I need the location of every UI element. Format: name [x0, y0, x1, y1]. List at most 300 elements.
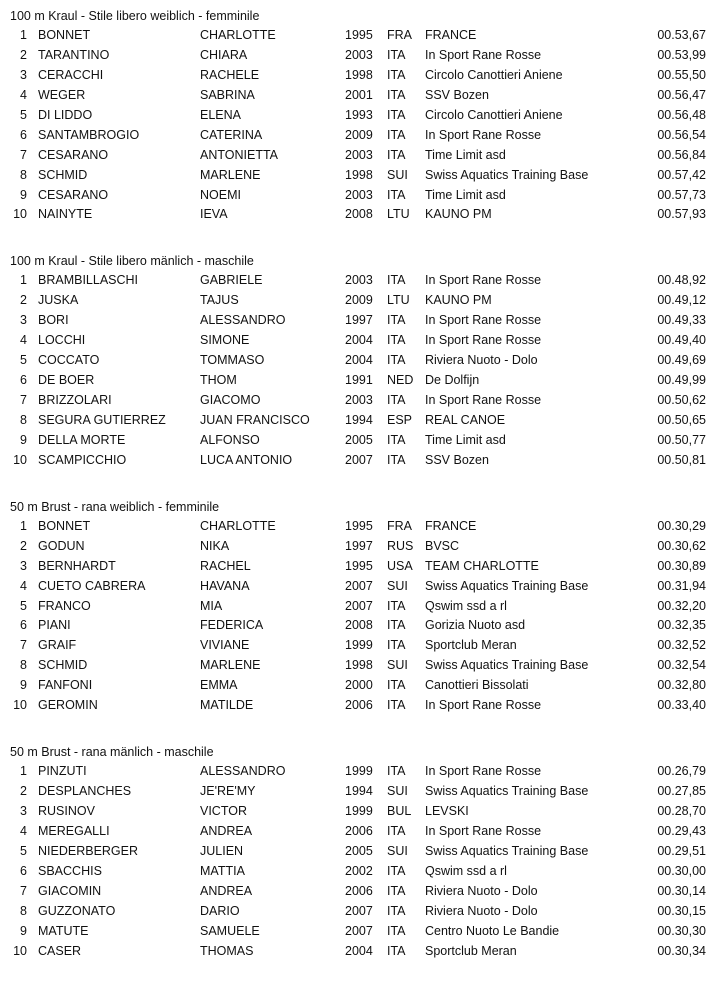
club-cell: TEAM CHARLOTTE	[425, 558, 539, 573]
time-cell: 00.49,33	[657, 313, 706, 328]
rank-cell: 5	[20, 353, 27, 368]
nation-cell: ITA	[387, 638, 406, 653]
time-cell: 00.32,52	[657, 638, 706, 653]
surname-cell: FANFONI	[38, 678, 93, 693]
surname-cell: DESPLANCHES	[38, 784, 132, 799]
birth-year-cell: 2003	[345, 393, 373, 407]
club-cell: Sportclub Meran	[425, 943, 517, 958]
birth-year-cell: 1995	[345, 28, 373, 42]
club-cell: FRANCE	[425, 518, 477, 533]
club-cell: SSV Bozen	[425, 87, 489, 102]
birth-year-cell: 2004	[345, 353, 373, 368]
nation-cell: ESP	[387, 412, 413, 427]
results-section	[0, 6, 724, 225]
rank-cell: 5	[20, 107, 27, 122]
time-cell: 00.33,40	[657, 698, 706, 713]
surname-cell: SCAMPICCHIO	[38, 452, 127, 467]
rank-cell: 7	[20, 393, 27, 407]
nation-cell: ITA	[387, 943, 406, 958]
firstname-cell: NIKA	[200, 538, 230, 553]
nation-cell: NED	[387, 373, 414, 388]
firstname-cell: ANDREA	[200, 883, 253, 898]
firstname-cell: CHIARA	[200, 47, 248, 62]
surname-cell: DELLA MORTE	[38, 432, 126, 447]
surname-cell: GODUN	[38, 538, 85, 553]
firstname-cell: TAJUS	[200, 293, 239, 308]
firstname-cell: GIACOMO	[200, 393, 261, 407]
time-cell: 00.56,84	[657, 147, 706, 162]
time-cell: 00.50,77	[657, 432, 706, 447]
club-cell: De Dolfijn	[425, 373, 480, 388]
birth-year-cell: 2003	[345, 187, 373, 202]
club-cell: In Sport Rane Rosse	[425, 393, 542, 407]
birth-year-cell: 2007	[345, 452, 373, 467]
rank-cell: 9	[20, 678, 27, 693]
rank-cell: 8	[20, 412, 27, 427]
result-row	[0, 862, 724, 882]
rank-cell: 4	[20, 333, 27, 348]
birth-year-cell: 2008	[345, 618, 373, 633]
surname-cell: CERACCHI	[38, 67, 104, 82]
nation-cell: ITA	[387, 313, 406, 328]
time-cell: 00.32,54	[657, 658, 706, 673]
result-row	[0, 922, 724, 942]
time-cell: 00.57,42	[657, 167, 706, 182]
surname-cell: SCHMID	[38, 167, 88, 182]
birth-year-cell: 2000	[345, 678, 373, 693]
nation-cell: ITA	[387, 273, 406, 288]
surname-cell: SEGURA GUTIERREZ	[38, 412, 166, 427]
firstname-cell: NOEMI	[200, 187, 241, 202]
time-cell: 00.29,51	[657, 843, 706, 858]
results-document	[0, 6, 724, 988]
rank-cell: 4	[20, 87, 27, 102]
nation-cell: ITA	[387, 903, 406, 918]
club-cell: Swiss Aquatics Training Base	[425, 784, 589, 799]
surname-cell: BRIZZOLARI	[38, 393, 112, 407]
club-cell: Riviera Nuoto - Dolo	[425, 353, 538, 368]
result-row	[0, 66, 724, 86]
club-cell: Centro Nuoto Le Bandie	[425, 923, 560, 938]
firstname-cell: ALESSANDRO	[200, 764, 286, 779]
birth-year-cell: 1993	[345, 107, 373, 122]
surname-cell: JUSKA	[38, 293, 79, 308]
club-cell: Sportclub Meran	[425, 638, 517, 653]
firstname-cell: FEDERICA	[200, 618, 264, 633]
birth-year-cell: 2002	[345, 863, 373, 878]
birth-year-cell: 1994	[345, 784, 373, 799]
club-cell: Time Limit asd	[425, 187, 506, 202]
birth-year-cell: 2007	[345, 598, 373, 613]
result-row	[0, 391, 724, 411]
result-row	[0, 331, 724, 351]
result-row	[0, 517, 724, 537]
time-cell: 00.50,62	[657, 393, 706, 407]
rank-cell: 9	[20, 432, 27, 447]
birth-year-cell: 2007	[345, 578, 373, 593]
club-cell: Time Limit asd	[425, 147, 506, 162]
surname-cell: CESARANO	[38, 187, 109, 202]
birth-year-cell: 2006	[345, 823, 373, 838]
rank-cell: 2	[20, 47, 27, 62]
time-cell: 00.53,99	[657, 47, 706, 62]
results-section	[0, 497, 724, 716]
result-row	[0, 696, 724, 716]
firstname-cell: CHARLOTTE	[200, 28, 276, 42]
surname-cell: MEREGALLI	[38, 823, 110, 838]
firstname-cell: VIVIANE	[200, 638, 250, 653]
nation-cell: ITA	[387, 698, 406, 713]
birth-year-cell: 1999	[345, 764, 373, 779]
surname-cell: BONNET	[38, 518, 91, 533]
rank-cell: 6	[20, 373, 27, 388]
result-row	[0, 942, 724, 962]
rank-cell: 8	[20, 658, 27, 673]
birth-year-cell: 1995	[345, 518, 373, 533]
birth-year-cell: 2006	[345, 883, 373, 898]
birth-year-cell: 2009	[345, 293, 373, 308]
birth-year-cell: 2008	[345, 207, 373, 222]
nation-cell: ITA	[387, 353, 406, 368]
rank-cell: 6	[20, 863, 27, 878]
result-row	[0, 186, 724, 206]
result-row	[0, 46, 724, 66]
result-row	[0, 822, 724, 842]
time-cell: 00.49,40	[657, 333, 706, 348]
birth-year-cell: 2007	[345, 903, 373, 918]
time-cell: 00.32,80	[657, 678, 706, 693]
nation-cell: ITA	[387, 47, 406, 62]
club-cell: Circolo Canottieri Aniene	[425, 107, 563, 122]
birth-year-cell: 2004	[345, 943, 373, 958]
result-row	[0, 762, 724, 782]
time-cell: 00.57,93	[657, 207, 706, 222]
rank-cell: 2	[20, 538, 27, 553]
nation-cell: LTU	[387, 207, 410, 222]
nation-cell: ITA	[387, 452, 406, 467]
nation-cell: ITA	[387, 863, 406, 878]
rank-cell: 2	[20, 784, 27, 799]
result-row	[0, 842, 724, 862]
rank-cell: 10	[13, 943, 27, 958]
time-cell: 00.56,54	[657, 127, 706, 142]
club-cell: In Sport Rane Rosse	[425, 764, 542, 779]
firstname-cell: MATTIA	[200, 863, 245, 878]
firstname-cell: ANDREA	[200, 823, 253, 838]
nation-cell: ITA	[387, 923, 406, 938]
firstname-cell: SAMUELE	[200, 923, 260, 938]
surname-cell: GUZZONATO	[38, 903, 116, 918]
firstname-cell: ANTONIETTA	[200, 147, 279, 162]
result-row	[0, 636, 724, 656]
result-row	[0, 676, 724, 696]
result-row	[0, 291, 724, 311]
rank-cell: 8	[20, 167, 27, 182]
surname-cell: CUETO CABRERA	[38, 578, 146, 593]
surname-cell: DE BOER	[38, 373, 95, 388]
surname-cell: CASER	[38, 943, 82, 958]
surname-cell: COCCATO	[38, 353, 100, 368]
time-cell: 00.30,00	[657, 863, 706, 878]
firstname-cell: ELENA	[200, 107, 241, 122]
firstname-cell: SABRINA	[200, 87, 255, 102]
firstname-cell: DARIO	[200, 903, 240, 918]
result-row	[0, 597, 724, 617]
time-cell: 00.30,15	[657, 903, 706, 918]
rank-cell: 5	[20, 598, 27, 613]
surname-cell: WEGER	[38, 87, 86, 102]
surname-cell: GIACOMIN	[38, 883, 102, 898]
surname-cell: BRAMBILLASCHI	[38, 273, 139, 288]
birth-year-cell: 1997	[345, 538, 373, 553]
rank-cell: 7	[20, 883, 27, 898]
time-cell: 00.27,85	[657, 784, 706, 799]
birth-year-cell: 1999	[345, 804, 373, 818]
result-row	[0, 146, 724, 166]
firstname-cell: EMMA	[200, 678, 238, 693]
result-row	[0, 166, 724, 186]
club-cell: BVSC	[425, 538, 460, 553]
nation-cell: ITA	[387, 883, 406, 898]
event-title: 100 m Kraul - Stile libero mänlich - maschile	[10, 254, 254, 269]
birth-year-cell: 1998	[345, 167, 373, 182]
birth-year-cell: 2001	[345, 87, 373, 102]
club-cell: SSV Bozen	[425, 452, 489, 467]
result-row	[0, 311, 724, 331]
nation-cell: LTU	[387, 293, 410, 308]
club-cell: KAUNO PM	[425, 207, 492, 222]
birth-year-cell: 2005	[345, 432, 373, 447]
firstname-cell: JE'RE'MY	[200, 784, 256, 799]
result-row	[0, 882, 724, 902]
time-cell: 00.30,30	[657, 923, 706, 938]
rank-cell: 4	[20, 823, 27, 838]
nation-cell: ITA	[387, 333, 406, 348]
club-cell: Swiss Aquatics Training Base	[425, 167, 589, 182]
nation-cell: ITA	[387, 187, 406, 202]
club-cell: Circolo Canottieri Aniene	[425, 67, 563, 82]
firstname-cell: THOMAS	[200, 943, 254, 958]
time-cell: 00.30,34	[657, 943, 706, 958]
nation-cell: ITA	[387, 87, 406, 102]
firstname-cell: LUCA ANTONIO	[200, 452, 293, 467]
rank-cell: 1	[20, 273, 27, 288]
result-row	[0, 271, 724, 291]
surname-cell: LOCCHI	[38, 333, 86, 348]
surname-cell: PINZUTI	[38, 764, 87, 779]
surname-cell: TARANTINO	[38, 47, 110, 62]
nation-cell: SUI	[387, 167, 408, 182]
nation-cell: ITA	[387, 678, 406, 693]
firstname-cell: ALESSANDRO	[200, 313, 286, 328]
surname-cell: RUSINOV	[38, 804, 95, 818]
club-cell: Swiss Aquatics Training Base	[425, 843, 589, 858]
surname-cell: DI LIDDO	[38, 107, 93, 122]
nation-cell: ITA	[387, 393, 406, 407]
birth-year-cell: 2009	[345, 127, 373, 142]
time-cell: 00.53,67	[657, 28, 706, 42]
birth-year-cell: 2003	[345, 147, 373, 162]
rank-cell: 10	[13, 698, 27, 713]
firstname-cell: SIMONE	[200, 333, 250, 348]
surname-cell: GEROMIN	[38, 698, 98, 713]
result-row	[0, 106, 724, 126]
birth-year-cell: 1991	[345, 373, 373, 388]
birth-year-cell: 1997	[345, 313, 373, 328]
club-cell: In Sport Rane Rosse	[425, 698, 542, 713]
result-row	[0, 902, 724, 922]
nation-cell: USA	[387, 558, 413, 573]
birth-year-cell: 2004	[345, 333, 373, 348]
result-row	[0, 351, 724, 371]
nation-cell: RUS	[387, 538, 414, 553]
rank-cell: 3	[20, 804, 27, 818]
surname-cell: PIANI	[38, 618, 71, 633]
club-cell: LEVSKI	[425, 804, 469, 818]
nation-cell: ITA	[387, 147, 406, 162]
event-title: 50 m Brust - rana weiblich - femminile	[10, 499, 220, 514]
event-title: 100 m Kraul - Stile libero weiblich - femminile	[10, 9, 260, 23]
nation-cell: ITA	[387, 432, 406, 447]
firstname-cell: MARLENE	[200, 658, 261, 673]
result-row	[0, 431, 724, 451]
time-cell: 00.50,81	[657, 452, 706, 467]
time-cell: 00.30,62	[657, 538, 706, 553]
result-row	[0, 371, 724, 391]
rank-cell: 1	[20, 764, 27, 779]
time-cell: 00.49,69	[657, 353, 706, 368]
surname-cell: FRANCO	[38, 598, 91, 613]
rank-cell: 2	[20, 293, 27, 308]
nation-cell: SUI	[387, 658, 408, 673]
nation-cell: ITA	[387, 823, 406, 838]
club-cell: In Sport Rane Rosse	[425, 823, 542, 838]
time-cell: 00.49,99	[657, 373, 706, 388]
result-row	[0, 782, 724, 802]
surname-cell: CESARANO	[38, 147, 109, 162]
rank-cell: 9	[20, 923, 27, 938]
result-row	[0, 205, 724, 225]
club-cell: In Sport Rane Rosse	[425, 273, 542, 288]
club-cell: Swiss Aquatics Training Base	[425, 658, 589, 673]
time-cell: 00.30,14	[657, 883, 706, 898]
club-cell: Qswim ssd a rl	[425, 598, 507, 613]
nation-cell: ITA	[387, 764, 406, 779]
time-cell: 00.50,65	[657, 412, 706, 427]
firstname-cell: JULIEN	[200, 843, 244, 858]
nation-cell: ITA	[387, 107, 406, 122]
rank-cell: 7	[20, 638, 27, 653]
firstname-cell: HAVANA	[200, 578, 250, 593]
time-cell: 00.26,79	[657, 764, 706, 779]
result-row	[0, 656, 724, 676]
result-row	[0, 577, 724, 597]
birth-year-cell: 1994	[345, 412, 373, 427]
nation-cell: ITA	[387, 67, 406, 82]
nation-cell: SUI	[387, 843, 408, 858]
time-cell: 00.55,50	[657, 67, 706, 82]
result-row	[0, 557, 724, 577]
rank-cell: 3	[20, 67, 27, 82]
firstname-cell: RACHEL	[200, 558, 251, 573]
time-cell: 00.32,20	[657, 598, 706, 613]
club-cell: In Sport Rane Rosse	[425, 313, 542, 328]
birth-year-cell: 1998	[345, 658, 373, 673]
club-cell: Time Limit asd	[425, 432, 506, 447]
rank-cell: 1	[20, 28, 27, 42]
rank-cell: 7	[20, 147, 27, 162]
club-cell: FRANCE	[425, 28, 477, 42]
surname-cell: BERNHARDT	[38, 558, 116, 573]
rank-cell: 4	[20, 578, 27, 593]
firstname-cell: VICTOR	[200, 804, 247, 818]
club-cell: Riviera Nuoto - Dolo	[425, 903, 538, 918]
nation-cell: SUI	[387, 784, 408, 799]
result-row	[0, 86, 724, 106]
surname-cell: MATUTE	[38, 923, 89, 938]
rank-cell: 1	[20, 518, 27, 533]
time-cell: 00.32,35	[657, 618, 706, 633]
rank-cell: 10	[13, 207, 27, 222]
birth-year-cell: 1999	[345, 638, 373, 653]
surname-cell: NAINYTE	[38, 207, 93, 222]
birth-year-cell: 1995	[345, 558, 373, 573]
rank-cell: 3	[20, 313, 27, 328]
result-row	[0, 126, 724, 146]
club-cell: Swiss Aquatics Training Base	[425, 578, 589, 593]
time-cell: 00.56,47	[657, 87, 706, 102]
rank-cell: 6	[20, 618, 27, 633]
time-cell: 00.56,48	[657, 107, 706, 122]
time-cell: 00.49,12	[657, 293, 706, 308]
rank-cell: 8	[20, 903, 27, 918]
results-section	[0, 251, 724, 470]
birth-year-cell: 2003	[345, 47, 373, 62]
club-cell: Gorizia Nuoto asd	[425, 618, 526, 633]
firstname-cell: CATERINA	[200, 127, 263, 142]
surname-cell: SBACCHIS	[38, 863, 102, 878]
result-row	[0, 802, 724, 822]
result-row	[0, 26, 724, 46]
firstname-cell: GABRIELE	[200, 273, 263, 288]
time-cell: 00.28,70	[657, 804, 706, 818]
club-cell: KAUNO PM	[425, 293, 492, 308]
result-row	[0, 616, 724, 636]
firstname-cell: MATILDE	[200, 698, 254, 713]
surname-cell: GRAIF	[38, 638, 77, 653]
rank-cell: 10	[13, 452, 27, 467]
time-cell: 00.30,29	[657, 518, 706, 533]
club-cell: Qswim ssd a rl	[425, 863, 507, 878]
club-cell: Canottieri Bissolati	[425, 678, 529, 693]
rank-cell: 6	[20, 127, 27, 142]
birth-year-cell: 2003	[345, 273, 373, 288]
club-cell: In Sport Rane Rosse	[425, 127, 542, 142]
firstname-cell: THOM	[200, 373, 237, 388]
firstname-cell: MARLENE	[200, 167, 261, 182]
surname-cell: SANTAMBROGIO	[38, 127, 140, 142]
birth-year-cell: 1998	[345, 67, 373, 82]
birth-year-cell: 2005	[345, 843, 373, 858]
birth-year-cell: 2007	[345, 923, 373, 938]
nation-cell: FRA	[387, 28, 412, 42]
nation-cell: BUL	[387, 804, 412, 818]
result-row	[0, 411, 724, 431]
surname-cell: SCHMID	[38, 658, 88, 673]
time-cell: 00.31,94	[657, 578, 706, 593]
firstname-cell: MIA	[200, 598, 223, 613]
result-row	[0, 451, 724, 471]
